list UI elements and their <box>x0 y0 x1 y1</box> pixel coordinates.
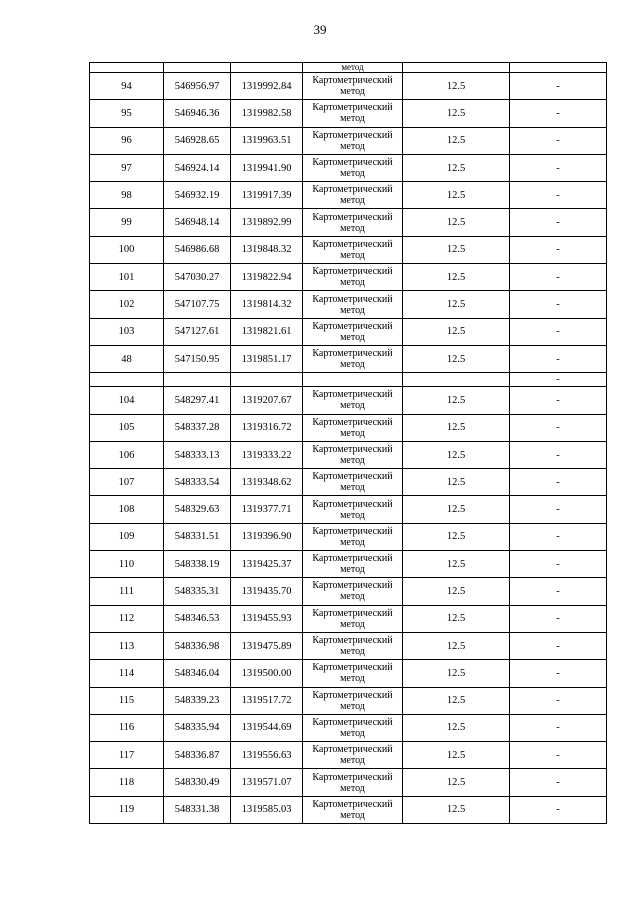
method-line-1: Картометрический <box>312 689 393 701</box>
cell-y: 1319500.00 <box>231 660 303 687</box>
cell-x: 546924.14 <box>164 154 231 181</box>
cell-x: 548339.23 <box>164 687 231 714</box>
cell-note: - <box>510 373 607 387</box>
table-row <box>90 469 607 496</box>
cell-x: 548338.19 <box>164 551 231 578</box>
table-row <box>90 551 607 578</box>
table-row-continued <box>90 63 607 73</box>
cell-accuracy: 12.5 <box>403 127 510 154</box>
cell-accuracy: 12.5 <box>403 714 510 741</box>
cell-x: 548329.63 <box>164 496 231 523</box>
method-line-1: Картометрический <box>312 102 393 114</box>
cell-method <box>303 345 403 372</box>
cell-x: 548297.41 <box>164 387 231 414</box>
method-line-1: Картометрический <box>312 389 393 401</box>
cell-accuracy: 12.5 <box>403 236 510 263</box>
cell-x: 548331.51 <box>164 523 231 550</box>
cell-method <box>303 714 403 741</box>
page-number: 39 <box>313 22 327 37</box>
method-line-2: метод <box>340 646 365 658</box>
cell-accuracy: 12.5 <box>403 100 510 127</box>
cell-method <box>303 373 403 387</box>
cell-x: 548336.98 <box>164 632 231 659</box>
cell-y: 1319892.99 <box>231 209 303 236</box>
cell-point-number: 117 <box>90 742 164 769</box>
cell-note: - <box>510 318 607 345</box>
cell-method <box>303 387 403 414</box>
cell-y: 1319851.17 <box>231 345 303 372</box>
table-row <box>90 742 607 769</box>
cell-y: 1319963.51 <box>231 127 303 154</box>
cell-y: 1319207.67 <box>231 387 303 414</box>
cell-x: 546948.14 <box>164 209 231 236</box>
method-line-1: Картометрический <box>312 525 393 537</box>
cell-point-number: 98 <box>90 182 164 209</box>
method-line-1: Картометрический <box>312 744 393 756</box>
cell-y: 1319585.03 <box>231 796 303 823</box>
cell-point-number: 99 <box>90 209 164 236</box>
table-row <box>90 209 607 236</box>
cell-accuracy: 12.5 <box>403 605 510 632</box>
cell-note: - <box>510 660 607 687</box>
cell-note: - <box>510 496 607 523</box>
cell-point-number: 112 <box>90 605 164 632</box>
cell-method <box>303 127 403 154</box>
cell-y <box>231 63 303 73</box>
cell-accuracy: 12.5 <box>403 551 510 578</box>
cell-method <box>303 291 403 318</box>
cell-note: - <box>510 796 607 823</box>
table-row <box>90 687 607 714</box>
cell-x: 547150.95 <box>164 345 231 372</box>
cell-note: - <box>510 73 607 100</box>
cell-x: 547030.27 <box>164 264 231 291</box>
method-line-1: Картометрический <box>312 607 393 619</box>
coordinates-table-body <box>90 63 607 824</box>
cell-point-number: 105 <box>90 414 164 441</box>
cell-y: 1319425.37 <box>231 551 303 578</box>
method-line-2: метод <box>340 673 365 685</box>
cell-point-number: 101 <box>90 264 164 291</box>
cell-y: 1319821.61 <box>231 318 303 345</box>
table-row <box>90 73 607 100</box>
cell-method <box>303 605 403 632</box>
method-line-1: Картометрический <box>312 184 393 196</box>
method-line-1: Картометрический <box>312 157 393 169</box>
cell-method <box>303 414 403 441</box>
cell-x <box>164 373 231 387</box>
method-line-1: Картометрический <box>312 471 393 483</box>
cell-point-number: 116 <box>90 714 164 741</box>
cell-accuracy: 12.5 <box>403 154 510 181</box>
cell-x: 546932.19 <box>164 182 231 209</box>
method-line-2: метод <box>340 86 365 98</box>
cell-x: 548337.28 <box>164 414 231 441</box>
cell-note: - <box>510 551 607 578</box>
cell-point-number: 48 <box>90 345 164 372</box>
cell-accuracy: 12.5 <box>403 742 510 769</box>
method-line-2: метод <box>340 564 365 576</box>
cell-point-number: 97 <box>90 154 164 181</box>
cell-method <box>303 742 403 769</box>
cell-note: - <box>510 605 607 632</box>
table-row <box>90 345 607 372</box>
cell-x: 548333.13 <box>164 441 231 468</box>
cell-y: 1319814.32 <box>231 291 303 318</box>
method-line-2: метод <box>340 727 365 739</box>
cell-y: 1319377.71 <box>231 496 303 523</box>
cell-point-number: 100 <box>90 236 164 263</box>
cell-accuracy: 12.5 <box>403 496 510 523</box>
separator-row <box>90 373 607 387</box>
cell-x <box>164 63 231 73</box>
method-line-2: метод <box>340 400 365 412</box>
cell-point-number: 107 <box>90 469 164 496</box>
method-line-1: Картометрический <box>312 129 393 141</box>
cell-x: 548330.49 <box>164 769 231 796</box>
table-row <box>90 387 607 414</box>
cell-point-number: 114 <box>90 660 164 687</box>
cell-point-number: 103 <box>90 318 164 345</box>
cell-y: 1319348.62 <box>231 469 303 496</box>
cell-accuracy: 12.5 <box>403 578 510 605</box>
method-line-2: метод <box>340 427 365 439</box>
method-line-2: метод <box>340 222 365 234</box>
cell-x: 548335.31 <box>164 578 231 605</box>
cell-accuracy: 12.5 <box>403 632 510 659</box>
cell-note: - <box>510 387 607 414</box>
cell-x: 547107.75 <box>164 291 231 318</box>
cell-note: - <box>510 154 607 181</box>
cell-x: 548346.53 <box>164 605 231 632</box>
cell-accuracy: 12.5 <box>403 209 510 236</box>
method-line-2: метод <box>340 359 365 371</box>
method-line-1: Картометрический <box>312 416 393 428</box>
cell-point-number: 108 <box>90 496 164 523</box>
cell-point-number: 113 <box>90 632 164 659</box>
cell-point-number: 109 <box>90 523 164 550</box>
cell-accuracy: 12.5 <box>403 318 510 345</box>
table-row <box>90 264 607 291</box>
cell-y: 1319822.94 <box>231 264 303 291</box>
cell-y: 1319992.84 <box>231 73 303 100</box>
cell-method: метод <box>303 63 403 73</box>
cell-note: - <box>510 578 607 605</box>
cell-accuracy: 12.5 <box>403 469 510 496</box>
cell-x: 548336.87 <box>164 742 231 769</box>
cell-point-number: 102 <box>90 291 164 318</box>
table-row <box>90 100 607 127</box>
cell-method <box>303 578 403 605</box>
table-row <box>90 127 607 154</box>
method-line-2: метод <box>340 304 365 316</box>
table-row <box>90 236 607 263</box>
cell-method <box>303 796 403 823</box>
table-row <box>90 523 607 550</box>
cell-accuracy: 12.5 <box>403 291 510 318</box>
method-line-1: Картометрический <box>312 75 393 87</box>
cell-note: - <box>510 100 607 127</box>
cell-accuracy: 12.5 <box>403 264 510 291</box>
cell-note: - <box>510 469 607 496</box>
table-row <box>90 632 607 659</box>
cell-note: - <box>510 742 607 769</box>
cell-note: - <box>510 632 607 659</box>
table-row <box>90 414 607 441</box>
cell-x: 548333.54 <box>164 469 231 496</box>
cell-y: 1319455.93 <box>231 605 303 632</box>
cell-x: 548346.04 <box>164 660 231 687</box>
coordinates-table <box>89 62 607 824</box>
cell-y: 1319316.72 <box>231 414 303 441</box>
cell-note: - <box>510 769 607 796</box>
method-line-2: метод <box>340 249 365 261</box>
cell-accuracy: 12.5 <box>403 660 510 687</box>
cell-accuracy: 12.5 <box>403 182 510 209</box>
cell-method <box>303 469 403 496</box>
cell-y: 1319941.90 <box>231 154 303 181</box>
cell-x: 548335.94 <box>164 714 231 741</box>
method-line-2: метод <box>340 755 365 767</box>
cell-point-number <box>90 63 164 73</box>
table-row <box>90 291 607 318</box>
method-line-1: Картометрический <box>312 798 393 810</box>
cell-note: - <box>510 236 607 263</box>
table-row <box>90 660 607 687</box>
table-row <box>90 441 607 468</box>
cell-method <box>303 660 403 687</box>
method-line-1: Картометрический <box>312 498 393 510</box>
method-line-2: метод <box>340 113 365 125</box>
cell-note: - <box>510 687 607 714</box>
cell-method <box>303 496 403 523</box>
cell-method <box>303 551 403 578</box>
cell-note: - <box>510 414 607 441</box>
cell-method <box>303 523 403 550</box>
cell-method <box>303 73 403 100</box>
cell-note: - <box>510 714 607 741</box>
method-line-2: метод <box>340 809 365 821</box>
cell-point-number: 118 <box>90 769 164 796</box>
cell-x: 547127.61 <box>164 318 231 345</box>
method-line-2: метод <box>340 591 365 603</box>
method-line-1: Картометрический <box>312 238 393 250</box>
cell-y: 1319917.39 <box>231 182 303 209</box>
cell-method <box>303 769 403 796</box>
cell-method <box>303 264 403 291</box>
cell-accuracy: 12.5 <box>403 523 510 550</box>
cell-y: 1319475.89 <box>231 632 303 659</box>
cell-accuracy <box>403 63 510 73</box>
cell-y: 1319571.07 <box>231 769 303 796</box>
cell-point-number: 95 <box>90 100 164 127</box>
table-row <box>90 154 607 181</box>
cell-point-number: 94 <box>90 73 164 100</box>
method-line-1: Картометрический <box>312 348 393 360</box>
method-line-1: Картометрический <box>312 320 393 332</box>
table-row <box>90 496 607 523</box>
table-row <box>90 796 607 823</box>
cell-point-number: 119 <box>90 796 164 823</box>
table-row <box>90 605 607 632</box>
method-line-2: метод <box>340 482 365 494</box>
method-line-2: метод <box>340 509 365 521</box>
method-line-1: Картометрический <box>312 444 393 455</box>
cell-y: 1319556.63 <box>231 742 303 769</box>
cell-note: - <box>510 523 607 550</box>
cell-note: - <box>510 182 607 209</box>
cell-point-number: 106 <box>90 441 164 468</box>
cell-point-number <box>90 373 164 387</box>
cell-accuracy: 12.5 <box>403 687 510 714</box>
cell-y <box>231 373 303 387</box>
method-line-1: Картометрический <box>312 580 393 592</box>
cell-y: 1319396.90 <box>231 523 303 550</box>
cell-note: - <box>510 291 607 318</box>
table-row <box>90 182 607 209</box>
method-line-1: Картометрический <box>312 662 393 674</box>
method-line-2: метод <box>340 700 365 712</box>
method-line-2: метод <box>340 782 365 794</box>
method-line-1: Картометрический <box>312 266 393 278</box>
cell-y: 1319982.58 <box>231 100 303 127</box>
method-line-2: метод <box>340 618 365 630</box>
cell-y: 1319848.32 <box>231 236 303 263</box>
cell-accuracy: 12.5 <box>403 387 510 414</box>
cell-note: - <box>510 209 607 236</box>
method-line-1: Картометрический <box>312 211 393 223</box>
cell-accuracy: 12.5 <box>403 796 510 823</box>
method-line-2: метод <box>340 536 365 548</box>
cell-note: - <box>510 441 607 468</box>
method-line-2: метод <box>340 455 365 466</box>
cell-accuracy <box>403 373 510 387</box>
cell-accuracy: 12.5 <box>403 414 510 441</box>
cell-x: 546946.36 <box>164 100 231 127</box>
method-line-2: метод <box>340 140 365 152</box>
cell-method <box>303 209 403 236</box>
cell-method <box>303 154 403 181</box>
method-line-2: метод <box>340 168 365 180</box>
method-line-2: метод <box>340 277 365 289</box>
cell-accuracy: 12.5 <box>403 345 510 372</box>
method-line-1: Картометрический <box>312 771 393 783</box>
method-line-1: Картометрический <box>312 716 393 728</box>
cell-accuracy: 12.5 <box>403 73 510 100</box>
cell-method <box>303 236 403 263</box>
cell-y: 1319435.70 <box>231 578 303 605</box>
method-line-1: Картометрический <box>312 293 393 305</box>
cell-method <box>303 687 403 714</box>
cell-x: 548331.38 <box>164 796 231 823</box>
cell-note: - <box>510 264 607 291</box>
cell-note: - <box>510 127 607 154</box>
cell-method <box>303 318 403 345</box>
cell-x: 546956.97 <box>164 73 231 100</box>
cell-point-number: 96 <box>90 127 164 154</box>
cell-point-number: 115 <box>90 687 164 714</box>
cell-y: 1319544.69 <box>231 714 303 741</box>
method-line-1: Картометрический <box>312 553 393 565</box>
table-row <box>90 578 607 605</box>
method-line-2: метод <box>340 195 365 207</box>
cell-x: 546986.68 <box>164 236 231 263</box>
method-line-2: метод <box>340 331 365 343</box>
cell-method <box>303 441 403 468</box>
cell-method <box>303 632 403 659</box>
table-row <box>90 769 607 796</box>
table-row <box>90 714 607 741</box>
cell-note: - <box>510 345 607 372</box>
cell-accuracy: 12.5 <box>403 769 510 796</box>
cell-method <box>303 182 403 209</box>
cell-x: 546928.65 <box>164 127 231 154</box>
method-line-1: Картометрический <box>312 635 393 647</box>
cell-note <box>510 63 607 73</box>
cell-point-number: 110 <box>90 551 164 578</box>
cell-y: 1319333.22 <box>231 441 303 468</box>
cell-y: 1319517.72 <box>231 687 303 714</box>
cell-method <box>303 100 403 127</box>
cell-point-number: 104 <box>90 387 164 414</box>
cell-accuracy: 12.5 <box>403 441 510 468</box>
cell-point-number: 111 <box>90 578 164 605</box>
table-row <box>90 318 607 345</box>
